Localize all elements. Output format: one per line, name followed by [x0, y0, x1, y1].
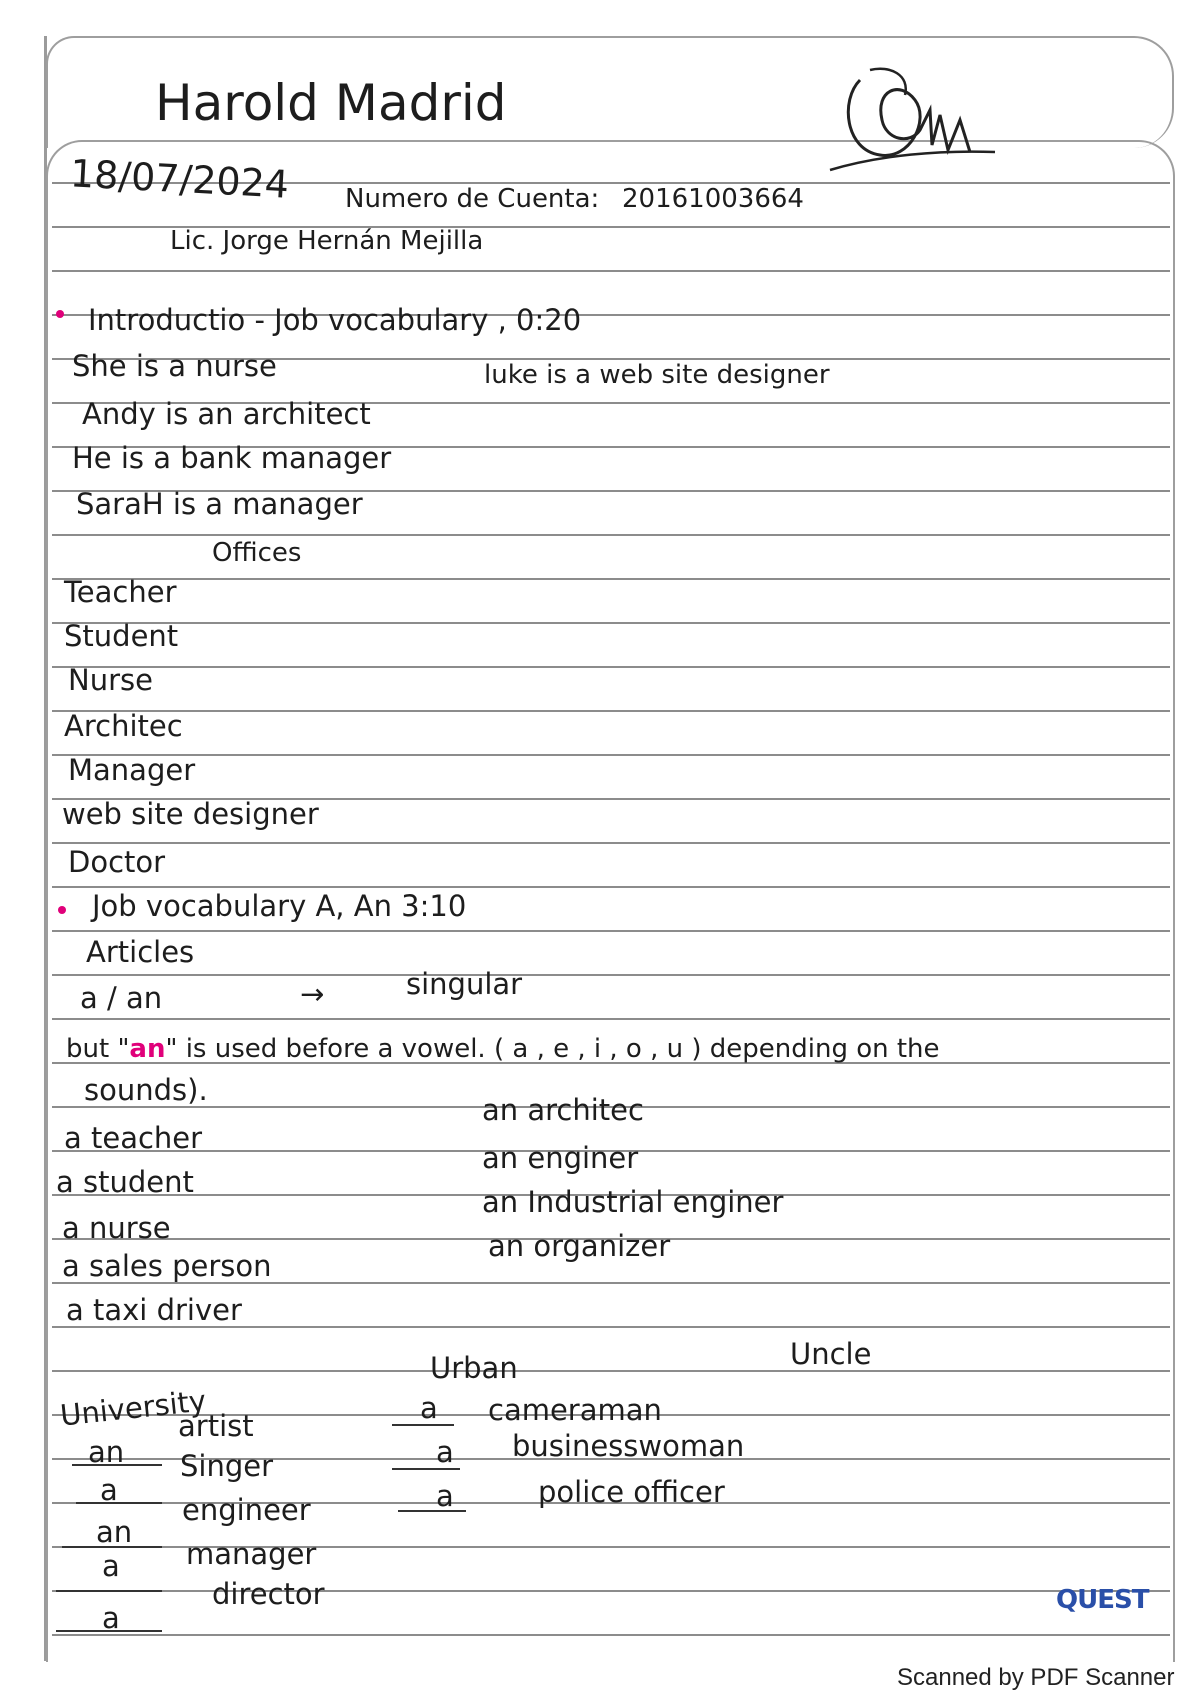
university-article: a	[100, 1473, 118, 1507]
job-item: Doctor	[68, 845, 166, 879]
sentence-line: SaraH is a manager	[76, 487, 363, 521]
bullet-icon	[58, 906, 66, 914]
arrow-icon: →	[300, 977, 325, 1011]
blank-line	[56, 1590, 162, 1592]
ruled-line	[52, 534, 1170, 536]
an-list-item: an architec	[482, 1093, 644, 1127]
urban-article: a	[420, 1391, 438, 1425]
ruled-line	[52, 754, 1170, 756]
job-item: Manager	[68, 753, 196, 787]
urban-word: cameraman	[488, 1393, 662, 1427]
ruled-line	[52, 930, 1170, 932]
university-word: Singer	[180, 1449, 274, 1483]
note-continuation: sounds).	[84, 1073, 208, 1107]
scanner-footer: Scanned by PDF Scanner	[897, 1664, 1175, 1691]
blank-line	[392, 1424, 454, 1426]
urban-word: police officer	[538, 1475, 725, 1509]
student-name: Harold Madrid	[155, 74, 507, 132]
articles-label: Articles	[86, 935, 195, 969]
a-list-item: a taxi driver	[66, 1293, 242, 1327]
university-article: an	[96, 1515, 133, 1549]
col-university: University	[58, 1383, 208, 1433]
university-word: manager	[186, 1537, 317, 1571]
section1-heading: Introductio - Job vocabulary , 0:20	[88, 303, 582, 337]
blank-line	[56, 1630, 162, 1632]
brand-logo: QUEST	[1056, 1585, 1149, 1615]
university-word: director	[212, 1577, 325, 1611]
ruled-line	[52, 1634, 1170, 1636]
date: 18/07/2024	[68, 151, 291, 207]
urban-word: businesswoman	[512, 1429, 745, 1463]
bullet-icon	[56, 310, 64, 318]
ruled-line	[52, 710, 1170, 712]
account-number: 20161003664	[622, 184, 804, 214]
ruled-line	[52, 1370, 1170, 1372]
an-list-item: an enginer	[482, 1141, 639, 1175]
ruled-line	[52, 1018, 1170, 1020]
ruled-line	[52, 270, 1170, 272]
ruled-line	[52, 842, 1170, 844]
blank-line	[62, 1546, 162, 1548]
ruled-line	[52, 974, 1170, 976]
sentence-line: He is a bank manager	[72, 441, 392, 475]
offices-label: Offices	[212, 538, 302, 568]
an-list-item: an Industrial enginer	[482, 1185, 784, 1219]
a-list-item: a nurse	[62, 1211, 171, 1245]
urban-article: a	[436, 1479, 454, 1513]
blank-line	[398, 1510, 466, 1512]
blank-line	[76, 1502, 162, 1504]
col-urban: Urban	[430, 1351, 518, 1385]
sentence-line: She is a nurse	[72, 349, 277, 383]
a-list-item: a teacher	[64, 1121, 203, 1155]
sentence-line: luke is a web site designer	[484, 360, 830, 390]
job-item: Architec	[64, 709, 183, 743]
ruled-line	[52, 622, 1170, 624]
job-item: Teacher	[64, 575, 177, 609]
col-uncle: Uncle	[790, 1337, 872, 1371]
rule-left: a / an	[80, 981, 163, 1015]
university-word: artist	[178, 1409, 254, 1443]
ruled-line	[52, 666, 1170, 668]
university-article: a	[102, 1549, 120, 1583]
a-list-item: a student	[56, 1165, 194, 1199]
rule-right: singular	[406, 967, 523, 1001]
blank-line	[72, 1464, 162, 1466]
sentence-line: Andy is an architect	[82, 397, 371, 431]
an-list-item: an organizer	[488, 1229, 671, 1263]
section2-heading: Job vocabulary A, An 3:10	[92, 889, 467, 923]
university-word: engineer	[182, 1493, 311, 1527]
ruled-line	[52, 886, 1170, 888]
blank-line	[392, 1468, 460, 1470]
university-article: an	[88, 1435, 125, 1469]
a-list-item: a sales person	[62, 1249, 272, 1283]
ruled-line	[52, 578, 1170, 580]
account-label: Numero de Cuenta:	[345, 184, 600, 214]
signature-icon	[820, 60, 1000, 190]
note-line: but "an" is used before a vowel. ( a , e , i , o , u ) depending on the	[66, 1034, 940, 1064]
urban-article: a	[436, 1435, 454, 1469]
job-item: Nurse	[68, 663, 153, 697]
job-item: web site designer	[62, 797, 319, 831]
university-article: a	[102, 1601, 120, 1635]
job-item: Student	[64, 619, 179, 653]
teacher-name: Lic. Jorge Hernán Mejilla	[170, 226, 484, 256]
